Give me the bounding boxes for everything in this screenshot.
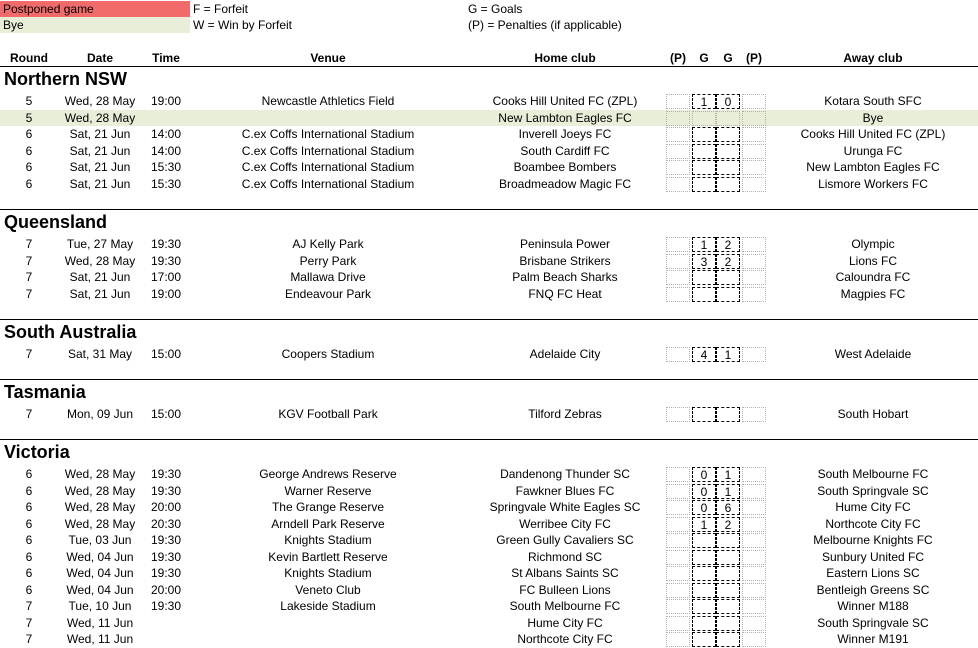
- round-cell: 5: [25, 110, 33, 125]
- away-goals-cell: 2: [716, 237, 740, 252]
- away-goals-cell: [716, 270, 740, 285]
- away-club-cell: Winner M188: [837, 599, 909, 613]
- away-penalties-cell: [742, 616, 766, 631]
- home-club-cell: Boambee Bombers: [513, 160, 617, 174]
- home-goals-cell: [692, 270, 716, 285]
- home-goals-cell: [692, 533, 716, 548]
- away-goals-cell: 1: [716, 484, 740, 499]
- home-penalties-cell: [666, 467, 690, 482]
- home-penalties-cell: [666, 632, 690, 647]
- round-cell: 6: [25, 516, 33, 531]
- away-penalties-cell: [742, 177, 766, 192]
- legend-postponed: Postponed game: [0, 1, 190, 17]
- away-club-cell: Urunga FC: [843, 143, 903, 158]
- away-club-cell: New Lambton Eagles FC: [806, 160, 940, 174]
- home-club-cell: Northcote City FC: [517, 632, 613, 646]
- time-cell: [146, 110, 186, 127]
- away-goals-cell: 2: [716, 254, 740, 269]
- time-cell: 19:00: [150, 94, 182, 108]
- legend-penalties: (P) = Penalties (if applicable): [468, 18, 622, 32]
- away-club-cell: Lismore Workers FC: [818, 176, 928, 191]
- round-cell: 7: [25, 270, 33, 284]
- home-penalties-cell: [666, 111, 690, 126]
- home-goals-cell: 1: [692, 517, 716, 532]
- away-goals-cell: 2: [716, 517, 740, 532]
- away-goals-cell: [716, 599, 740, 614]
- table-row: [0, 483, 978, 500]
- round-cell: 7: [25, 407, 33, 421]
- table-row: [0, 615, 978, 632]
- table-row: [0, 532, 978, 549]
- home-goals-cell: [692, 177, 716, 192]
- away-penalties-cell: [742, 237, 766, 252]
- round-cell: 7: [25, 347, 33, 361]
- home-goals-cell: 0: [692, 467, 716, 482]
- round-cell: 5: [25, 94, 33, 108]
- home-club-cell: Green Gully Cavaliers SC: [496, 533, 634, 547]
- away-club-cell: Lions FC: [848, 253, 898, 268]
- away-goals-cell: [716, 407, 740, 422]
- home-goals-cell: 3: [692, 254, 716, 269]
- away-penalties-cell: [742, 599, 766, 614]
- time-cell: 15:00: [150, 407, 182, 421]
- home-club-cell: Hume City FC: [527, 615, 603, 630]
- home-club-cell: Cooks Hill United FC (ZPL): [492, 94, 638, 108]
- home-goals-cell: [692, 550, 716, 565]
- region-title: Northern NSW: [4, 69, 127, 89]
- region-divider: [0, 439, 978, 440]
- table-row: [0, 159, 978, 176]
- home-goals-cell: 1: [692, 237, 716, 252]
- home-goals-cell: 1: [692, 94, 716, 109]
- away-goals-cell: 1: [716, 347, 740, 362]
- away-penalties-cell: [742, 407, 766, 422]
- date-cell: Wed, 04 Jun: [66, 582, 134, 597]
- home-penalties-cell: [666, 287, 690, 302]
- home-penalties-cell: [666, 127, 690, 142]
- away-goals-cell: [716, 616, 740, 631]
- date-cell: Wed, 28 May: [64, 253, 136, 268]
- date-cell: Wed, 28 May: [64, 110, 136, 125]
- away-club-cell: West Adelaide: [834, 347, 912, 361]
- time-cell: 19:30: [150, 483, 182, 498]
- away-penalties-cell: [742, 632, 766, 647]
- venue-cell: Knights Stadium: [284, 566, 372, 580]
- date-cell: Sat, 21 Jun: [69, 270, 131, 284]
- away-goals-cell: [716, 550, 740, 565]
- header-round: Round: [10, 51, 48, 65]
- home-goals-cell: [692, 583, 716, 598]
- date-cell: Sat, 31 May: [67, 347, 133, 361]
- away-goals-cell: [716, 127, 740, 142]
- away-penalties-cell: [742, 287, 766, 302]
- table-row: [0, 346, 978, 363]
- date-cell: Sat, 21 Jun: [69, 176, 131, 191]
- home-penalties-cell: [666, 616, 690, 631]
- home-penalties-cell: [666, 484, 690, 499]
- away-penalties-cell: [742, 484, 766, 499]
- home-club-cell: Dandenong Thunder SC: [500, 467, 630, 481]
- home-goals-cell: [692, 287, 716, 302]
- table-row: [0, 565, 978, 582]
- home-club-cell: Fawkner Blues FC: [515, 483, 615, 498]
- home-goals-cell: [692, 599, 716, 614]
- away-penalties-cell: [742, 127, 766, 142]
- home-penalties-cell: [666, 144, 690, 159]
- home-club-cell: FC Bulleen Lions: [519, 582, 611, 597]
- region-title: Queensland: [4, 212, 108, 232]
- away-goals-cell: [716, 583, 740, 598]
- venue-cell: Knights Stadium: [284, 533, 372, 547]
- home-club-cell: St Albans Saints SC: [511, 566, 619, 580]
- header-home-goals: G: [699, 51, 709, 65]
- away-club-cell: Melbourne Knights FC: [813, 533, 933, 547]
- home-penalties-cell: [666, 583, 690, 598]
- table-row: [0, 143, 978, 160]
- table-row: [0, 582, 978, 599]
- time-cell: 19:30: [150, 253, 182, 268]
- home-goals-cell: [692, 111, 716, 126]
- round-cell: 7: [25, 237, 33, 251]
- home-penalties-cell: [666, 407, 690, 422]
- away-penalties-cell: [742, 94, 766, 109]
- away-club-cell: Winner M191: [837, 632, 909, 646]
- away-club-cell: South Melbourne FC: [817, 467, 929, 481]
- home-club-cell: Peninsula Power: [519, 237, 611, 251]
- away-goals-cell: 6: [716, 500, 740, 515]
- time-cell: 20:30: [150, 516, 182, 531]
- venue-cell: C.ex Coffs International Stadium: [241, 143, 415, 158]
- venue-cell: KGV Football Park: [278, 407, 378, 421]
- date-cell: Wed, 11 Jun: [66, 632, 134, 646]
- time-cell: [146, 615, 186, 632]
- home-club-cell: Werribee City FC: [519, 516, 611, 531]
- header-away-goals: G: [723, 51, 733, 65]
- header-home-penalties: (P): [670, 51, 686, 65]
- away-club-cell: Caloundra FC: [835, 270, 911, 284]
- home-club-cell: Inverell Joeys FC: [518, 127, 612, 141]
- region-title: Tasmania: [4, 382, 86, 402]
- home-club-cell: New Lambton Eagles FC: [498, 110, 632, 125]
- home-club-cell: South Melbourne FC: [509, 599, 621, 613]
- home-club-cell: Tilford Zebras: [528, 407, 602, 421]
- venue-cell: Kevin Bartlett Reserve: [268, 549, 388, 564]
- away-penalties-cell: [742, 111, 766, 126]
- venue-cell: Perry Park: [299, 253, 357, 268]
- home-penalties-cell: [666, 177, 690, 192]
- away-penalties-cell: [742, 347, 766, 362]
- away-club-cell: Cooks Hill United FC (ZPL): [800, 127, 946, 141]
- time-cell: 19:30: [150, 467, 182, 481]
- header-date: Date: [86, 51, 113, 65]
- away-goals-cell: [716, 111, 740, 126]
- home-goals-cell: [692, 127, 716, 142]
- home-goals-cell: 0: [692, 500, 716, 515]
- away-goals-cell: [716, 144, 740, 159]
- away-penalties-cell: [742, 533, 766, 548]
- home-club-cell: South Cardiff FC: [520, 143, 610, 158]
- home-penalties-cell: [666, 94, 690, 109]
- home-penalties-cell: [666, 566, 690, 581]
- away-penalties-cell: [742, 254, 766, 269]
- region-divider: [0, 319, 978, 320]
- date-cell: Sat, 21 Jun: [69, 160, 131, 174]
- away-club-cell: Bye: [862, 110, 884, 125]
- away-goals-cell: 1: [716, 467, 740, 482]
- legend-bye: Bye: [0, 17, 190, 33]
- date-cell: Tue, 10 Jun: [68, 599, 132, 613]
- time-cell: 14:00: [150, 127, 182, 141]
- round-cell: 7: [25, 286, 33, 301]
- time-cell: 15:30: [150, 176, 182, 191]
- home-penalties-cell: [666, 550, 690, 565]
- date-cell: Wed, 04 Jun: [66, 566, 134, 580]
- home-penalties-cell: [666, 254, 690, 269]
- time-cell: 15:00: [150, 347, 182, 361]
- date-cell: Wed, 04 Jun: [66, 549, 134, 564]
- venue-cell: Arndell Park Reserve: [271, 516, 385, 531]
- home-goals-cell: [692, 144, 716, 159]
- home-club-cell: FNQ FC Heat: [528, 286, 602, 301]
- home-club-cell: Broadmeadow Magic FC: [498, 176, 632, 191]
- table-row: [0, 598, 978, 615]
- venue-cell: Coopers Stadium: [281, 347, 375, 361]
- venue-cell: [188, 631, 468, 648]
- date-cell: Wed, 28 May: [64, 483, 136, 498]
- table-row: [0, 93, 978, 110]
- date-cell: Wed, 28 May: [64, 94, 136, 108]
- home-goals-cell: [692, 160, 716, 175]
- venue-cell: C.ex Coffs International Stadium: [241, 176, 415, 191]
- round-cell: 6: [25, 467, 33, 481]
- table-row: [0, 110, 978, 127]
- away-penalties-cell: [742, 467, 766, 482]
- header-away-penalties: (P): [746, 51, 762, 65]
- table-row: [0, 126, 978, 143]
- time-cell: 19:30: [150, 237, 182, 251]
- round-cell: 7: [25, 632, 33, 646]
- venue-cell: C.ex Coffs International Stadium: [241, 127, 415, 141]
- away-club-cell: Kotara South SFC: [824, 94, 922, 108]
- time-cell: 19:00: [150, 286, 182, 301]
- home-goals-cell: [692, 632, 716, 647]
- table-row: [0, 269, 978, 286]
- round-cell: 6: [25, 483, 33, 498]
- date-cell: Sat, 21 Jun: [69, 143, 131, 158]
- away-club-cell: Northcote City FC: [825, 516, 921, 531]
- away-club-cell: Bentleigh Greens SC: [816, 582, 930, 597]
- date-cell: Wed, 28 May: [64, 500, 136, 514]
- table-row: [0, 236, 978, 253]
- away-club-cell: South Hobart: [837, 407, 909, 421]
- round-cell: 7: [25, 599, 33, 613]
- region-title: Victoria: [4, 442, 70, 462]
- table-row: [0, 631, 978, 648]
- away-club-cell: South Springvale SC: [817, 483, 929, 498]
- venue-cell: [188, 110, 468, 127]
- home-penalties-cell: [666, 270, 690, 285]
- venue-cell: Lakeside Stadium: [280, 599, 376, 613]
- region-divider: [0, 379, 978, 380]
- away-penalties-cell: [742, 517, 766, 532]
- home-penalties-cell: [666, 517, 690, 532]
- away-club-cell: Hume City FC: [835, 500, 911, 514]
- date-cell: Sat, 21 Jun: [69, 127, 131, 141]
- round-cell: 6: [25, 176, 33, 191]
- round-cell: 7: [25, 615, 33, 630]
- table-row: [0, 253, 978, 270]
- header-venue: Venue: [310, 51, 346, 65]
- venue-cell: AJ Kelly Park: [292, 237, 364, 251]
- home-club-cell: Brisbane Strikers: [519, 253, 611, 268]
- home-penalties-cell: [666, 500, 690, 515]
- venue-cell: C.ex Coffs International Stadium: [241, 160, 415, 174]
- away-penalties-cell: [742, 566, 766, 581]
- away-goals-cell: [716, 177, 740, 192]
- home-club-cell: Palm Beach Sharks: [512, 270, 618, 284]
- time-cell: 17:00: [150, 270, 182, 284]
- away-club-cell: Magpies FC: [840, 286, 906, 301]
- home-penalties-cell: [666, 237, 690, 252]
- legend-win-forfeit: W = Win by Forfeit: [193, 18, 293, 32]
- date-cell: Wed, 28 May: [64, 467, 136, 481]
- time-cell: 19:30: [150, 549, 182, 564]
- time-cell: 14:00: [150, 143, 182, 158]
- home-club-cell: Richmond SC: [527, 549, 603, 564]
- region-divider: [0, 209, 978, 210]
- round-cell: 6: [25, 533, 33, 547]
- away-penalties-cell: [742, 160, 766, 175]
- away-goals-cell: [716, 160, 740, 175]
- time-cell: 19:30: [150, 533, 182, 547]
- date-cell: Mon, 09 Jun: [66, 407, 134, 421]
- home-goals-cell: 0: [692, 484, 716, 499]
- away-penalties-cell: [742, 270, 766, 285]
- table-row: [0, 286, 978, 303]
- round-cell: 6: [25, 582, 33, 597]
- table-row: [0, 176, 978, 193]
- venue-cell: Warner Reserve: [284, 483, 372, 498]
- venue-cell: George Andrews Reserve: [259, 467, 397, 481]
- time-cell: 19:30: [150, 566, 182, 580]
- away-club-cell: South Springvale SC: [817, 615, 929, 630]
- away-penalties-cell: [742, 583, 766, 598]
- header-away: Away club: [843, 51, 903, 65]
- legend-goals: G = Goals: [468, 2, 523, 16]
- away-penalties-cell: [742, 500, 766, 515]
- home-penalties-cell: [666, 599, 690, 614]
- time-cell: 19:30: [150, 599, 182, 613]
- round-cell: 6: [25, 143, 33, 158]
- venue-cell: The Grange Reserve: [271, 500, 385, 514]
- round-cell: 6: [25, 160, 33, 174]
- home-penalties-cell: [666, 160, 690, 175]
- round-cell: 6: [25, 500, 33, 514]
- header-home: Home club: [534, 51, 596, 65]
- date-cell: Wed, 28 May: [64, 516, 136, 531]
- time-cell: 20:00: [150, 500, 182, 514]
- home-penalties-cell: [666, 347, 690, 362]
- venue-cell: [188, 615, 468, 632]
- venue-cell: Veneto Club: [295, 582, 361, 597]
- region-divider: [0, 66, 978, 67]
- date-cell: Tue, 03 Jun: [68, 533, 132, 547]
- round-cell: 7: [25, 253, 33, 268]
- venue-cell: Newcastle Athletics Field: [261, 94, 395, 108]
- away-goals-cell: 0: [716, 94, 740, 109]
- home-penalties-cell: [666, 533, 690, 548]
- home-goals-cell: 4: [692, 347, 716, 362]
- home-goals-cell: [692, 407, 716, 422]
- home-club-cell: Springvale White Eagles SC: [489, 500, 641, 514]
- away-goals-cell: [716, 287, 740, 302]
- table-row: [0, 499, 978, 516]
- away-club-cell: Sunbury United FC: [821, 549, 925, 564]
- venue-cell: Endeavour Park: [284, 286, 372, 301]
- away-club-cell: Eastern Lions SC: [826, 566, 920, 580]
- time-cell: [146, 631, 186, 648]
- date-cell: Wed, 11 Jun: [66, 615, 134, 630]
- home-club-cell: Adelaide City: [529, 347, 601, 361]
- legend-forfeit: F = Forfeit: [193, 2, 249, 16]
- home-goals-cell: [692, 566, 716, 581]
- away-club-cell: Olympic: [851, 237, 895, 251]
- date-cell: Sat, 21 Jun: [69, 286, 131, 301]
- away-penalties-cell: [742, 144, 766, 159]
- table-row: [0, 549, 978, 566]
- round-cell: 6: [25, 127, 33, 141]
- away-goals-cell: [716, 566, 740, 581]
- table-row: [0, 406, 978, 423]
- away-penalties-cell: [742, 550, 766, 565]
- round-cell: 6: [25, 549, 33, 564]
- header-time: Time: [152, 51, 180, 65]
- table-row: [0, 466, 978, 483]
- home-goals-cell: [692, 616, 716, 631]
- round-cell: 6: [25, 566, 33, 580]
- time-cell: 20:00: [150, 582, 182, 597]
- away-goals-cell: [716, 533, 740, 548]
- table-row: [0, 516, 978, 533]
- venue-cell: Mallawa Drive: [290, 270, 366, 284]
- away-goals-cell: [716, 632, 740, 647]
- time-cell: 15:30: [150, 160, 182, 174]
- date-cell: Tue, 27 May: [66, 237, 134, 251]
- region-title: South Australia: [4, 322, 137, 342]
